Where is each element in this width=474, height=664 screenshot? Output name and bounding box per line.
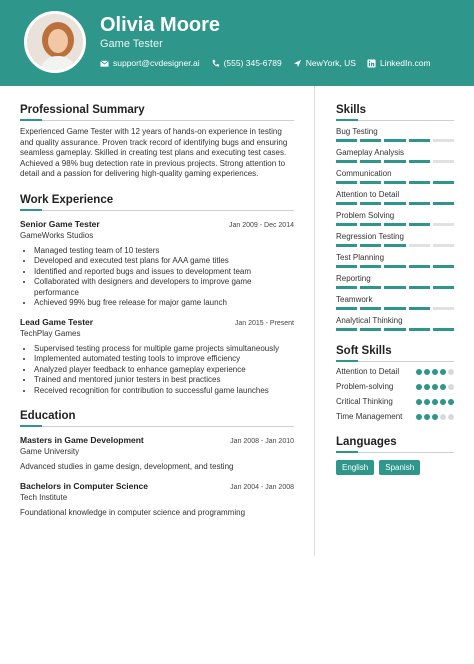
skill-level-bar bbox=[336, 160, 454, 163]
skill-name: Problem Solving bbox=[336, 211, 395, 220]
skill-level-segment bbox=[384, 265, 405, 268]
contact-email[interactable] bbox=[100, 58, 200, 68]
soft-skill-name: Attention to Detail bbox=[336, 367, 400, 376]
job-date: Jan 2009 - Dec 2014 bbox=[229, 221, 294, 229]
summary-text: Experienced Game Tester with 12 years of hands-on experience in testing and quality assurance. Proven track record of identifying bugs and ensuring seamless gameplay. Skilled in creating test plans and executing test cases. Achieved a 98% bug detection rate in previous projects. Strong attention to detail and a passion for delivering high-quality gaming experiences. bbox=[20, 127, 288, 178]
skill-level-segment bbox=[409, 328, 430, 331]
skill-item bbox=[336, 148, 454, 163]
skill-name: Bug Testing bbox=[336, 127, 378, 136]
list-item: • Identified and reported bugs and issues to development team bbox=[34, 267, 294, 278]
list-item: • Supervised testing process for multiple game projects simultaneously bbox=[34, 344, 294, 355]
rating-dot bbox=[416, 369, 422, 375]
list-item: • Achieved 99% bug free release for major game launch bbox=[34, 298, 294, 309]
skill-level-segment bbox=[433, 223, 454, 226]
education-desc: Advanced studies in game design, development, and testing bbox=[20, 462, 234, 471]
job-bullets bbox=[20, 344, 294, 397]
skill-item bbox=[336, 190, 454, 205]
education-heading: Education bbox=[20, 410, 294, 427]
language-badge: English bbox=[336, 460, 374, 475]
languages-section bbox=[336, 436, 454, 475]
rating-dot bbox=[440, 399, 446, 405]
education-date: Jan 2008 - Jan 2010 bbox=[230, 438, 294, 445]
soft-skills-heading: Soft Skills bbox=[336, 345, 454, 362]
language-badge: Spanish bbox=[379, 460, 420, 475]
contact-location bbox=[293, 58, 356, 68]
sidebar-column bbox=[336, 104, 454, 475]
contact-location-text: NewYork, US bbox=[305, 58, 356, 68]
skill-level-segment bbox=[336, 223, 357, 226]
skills-list bbox=[336, 127, 454, 331]
job-title-text: Lead Game Tester bbox=[20, 316, 94, 327]
skill-level-bar bbox=[336, 328, 454, 331]
rating-dot bbox=[448, 384, 454, 390]
profile-photo bbox=[24, 11, 86, 73]
skill-level-segment bbox=[336, 244, 357, 247]
job-company: GameWorks Studios bbox=[20, 230, 94, 240]
soft-skill-rating bbox=[416, 399, 454, 405]
soft-skill-rating bbox=[416, 369, 454, 375]
skill-name: Gameplay Analysis bbox=[336, 148, 405, 157]
experience-heading: Work Experience bbox=[20, 194, 294, 211]
degree-title: Bachelors in Computer Science bbox=[20, 480, 149, 491]
skill-level-segment bbox=[336, 328, 357, 331]
skill-level-segment bbox=[360, 139, 381, 142]
language-list bbox=[336, 460, 454, 475]
list-item: • Managed testing team of 10 testers bbox=[34, 246, 294, 257]
school-name: Tech Institute bbox=[20, 492, 68, 502]
rating-dot bbox=[432, 369, 438, 375]
skill-level-segment bbox=[336, 286, 357, 289]
phone-icon bbox=[211, 59, 220, 68]
resume-header bbox=[0, 0, 474, 86]
skill-name: Reporting bbox=[336, 274, 371, 283]
skill-level-segment bbox=[409, 307, 430, 310]
skill-level-segment bbox=[384, 307, 405, 310]
skill-item bbox=[336, 232, 454, 247]
skill-level-segment bbox=[360, 328, 381, 331]
skill-item bbox=[336, 253, 454, 268]
skill-level-segment bbox=[433, 286, 454, 289]
rating-dot bbox=[448, 399, 454, 405]
skill-name: Analytical Thinking bbox=[336, 316, 403, 325]
languages-heading: Languages bbox=[336, 436, 454, 453]
skill-level-segment bbox=[384, 286, 405, 289]
skill-level-segment bbox=[360, 181, 381, 184]
skill-name: Attention to Detail bbox=[336, 190, 400, 199]
soft-skills-list bbox=[336, 367, 454, 422]
rating-dot bbox=[432, 414, 438, 420]
skill-level-segment bbox=[336, 160, 357, 163]
skill-item bbox=[336, 274, 454, 289]
skills-section bbox=[336, 104, 454, 331]
job-title-text: Senior Game Tester bbox=[20, 218, 100, 229]
education-date: Jan 2004 - Jan 2008 bbox=[230, 483, 294, 491]
skill-level-bar bbox=[336, 244, 454, 247]
list-item: • Analyzed player feedback to enhance gameplay experience bbox=[34, 365, 294, 376]
skill-level-segment bbox=[409, 286, 430, 289]
contact-email-text: support@cvdesigner.ai bbox=[113, 58, 200, 68]
skill-level-segment bbox=[409, 244, 430, 247]
skill-level-segment bbox=[409, 223, 430, 226]
skill-level-segment bbox=[360, 265, 381, 268]
skill-level-segment bbox=[433, 265, 454, 268]
list-item: • Collaborated with designers and developers to improve game performance bbox=[34, 277, 294, 298]
degree-title: Masters in Game Development bbox=[20, 435, 144, 445]
rating-dot bbox=[440, 369, 446, 375]
skill-level-segment bbox=[384, 181, 405, 184]
rating-dot bbox=[440, 414, 446, 420]
skill-level-bar bbox=[336, 139, 454, 142]
skill-level-segment bbox=[409, 181, 430, 184]
contact-linkedin[interactable] bbox=[367, 58, 431, 68]
skill-level-segment bbox=[360, 160, 381, 163]
skill-level-segment bbox=[433, 160, 454, 163]
soft-skill-item bbox=[336, 367, 454, 377]
rating-dot bbox=[416, 399, 422, 405]
job-bullets bbox=[20, 246, 294, 309]
skill-level-segment bbox=[360, 202, 381, 205]
contact-phone[interactable] bbox=[211, 58, 282, 68]
skill-level-segment bbox=[360, 244, 381, 247]
job-title: Game Tester bbox=[100, 38, 163, 50]
skill-level-segment bbox=[384, 244, 405, 247]
skill-level-segment bbox=[336, 265, 357, 268]
skill-level-segment bbox=[409, 202, 430, 205]
skill-level-segment bbox=[433, 202, 454, 205]
rating-dot bbox=[448, 369, 454, 375]
skill-item bbox=[336, 169, 454, 184]
column-divider bbox=[314, 86, 315, 556]
education-entry bbox=[20, 481, 294, 519]
skill-level-segment bbox=[384, 328, 405, 331]
list-item: • Developed and executed test plans for AAA game titles bbox=[34, 256, 294, 267]
rating-dot bbox=[424, 369, 430, 375]
soft-skill-rating bbox=[416, 384, 454, 390]
skill-level-segment bbox=[409, 160, 430, 163]
skill-name: Regression Testing bbox=[336, 232, 404, 241]
skill-name: Communication bbox=[336, 169, 392, 178]
soft-skills-section bbox=[336, 345, 454, 422]
soft-skill-name: Time Management bbox=[336, 412, 403, 421]
rating-dot bbox=[424, 414, 430, 420]
rating-dot bbox=[432, 399, 438, 405]
list-item: • Trained and mentored junior testers in best practices bbox=[34, 375, 294, 386]
skill-level-segment bbox=[384, 223, 405, 226]
job-date: Jan 2015 - Present bbox=[234, 319, 294, 327]
soft-skill-item bbox=[336, 397, 454, 407]
skill-level-segment bbox=[384, 160, 405, 163]
rating-dot bbox=[416, 414, 422, 420]
skill-item bbox=[336, 211, 454, 226]
rating-dot bbox=[424, 399, 430, 405]
job-entry bbox=[20, 317, 294, 397]
summary-section bbox=[20, 104, 294, 180]
skill-name: Teamwork bbox=[336, 295, 373, 304]
main-column bbox=[20, 104, 294, 518]
soft-skill-name: Critical Thinking bbox=[336, 397, 393, 406]
skill-level-segment bbox=[433, 307, 454, 310]
contact-phone-text: (555) 345-6789 bbox=[223, 58, 282, 68]
job-company: TechPlay Games bbox=[20, 328, 81, 338]
rating-dot bbox=[416, 384, 422, 390]
skill-level-bar bbox=[336, 181, 454, 184]
skill-level-segment bbox=[360, 286, 381, 289]
skill-level-segment bbox=[433, 328, 454, 331]
skill-level-segment bbox=[409, 265, 430, 268]
skill-level-segment bbox=[336, 181, 357, 184]
rating-dot bbox=[424, 384, 430, 390]
skill-item bbox=[336, 295, 454, 310]
soft-skill-name: Problem-solving bbox=[336, 382, 394, 391]
education-entry bbox=[20, 435, 294, 473]
skill-level-bar bbox=[336, 286, 454, 289]
rating-dot bbox=[440, 384, 446, 390]
soft-skill-item bbox=[336, 412, 454, 422]
rating-dot bbox=[432, 384, 438, 390]
skill-level-segment bbox=[409, 139, 430, 142]
skill-item bbox=[336, 127, 454, 142]
skill-level-segment bbox=[433, 244, 454, 247]
skill-level-bar bbox=[336, 265, 454, 268]
skill-level-segment bbox=[384, 202, 405, 205]
skill-level-segment bbox=[336, 202, 357, 205]
summary-heading: Professional Summary bbox=[20, 104, 294, 121]
skill-level-segment bbox=[336, 139, 357, 142]
experience-section bbox=[20, 194, 294, 397]
skill-level-segment bbox=[360, 223, 381, 226]
education-desc: Foundational knowledge in computer science and programming bbox=[20, 507, 246, 517]
skill-level-segment bbox=[384, 139, 405, 142]
skill-level-segment bbox=[433, 181, 454, 184]
list-item: • Received recognition for contribution to successful game launches bbox=[34, 386, 294, 397]
skill-item bbox=[336, 316, 454, 331]
location-icon bbox=[293, 59, 302, 68]
linkedin-icon bbox=[367, 59, 376, 68]
soft-skill-rating bbox=[416, 414, 454, 420]
skill-level-segment bbox=[360, 307, 381, 310]
skills-heading: Skills bbox=[336, 104, 454, 121]
contact-linkedin-text: LinkedIn.com bbox=[379, 58, 431, 68]
contact-list bbox=[100, 58, 431, 68]
skill-level-bar bbox=[336, 202, 454, 205]
rating-dot bbox=[448, 414, 454, 420]
skill-level-bar bbox=[336, 223, 454, 226]
skill-level-bar bbox=[336, 307, 454, 310]
soft-skill-item bbox=[336, 382, 454, 392]
school-name: Game University bbox=[20, 447, 80, 456]
job-entry bbox=[20, 219, 294, 309]
skill-level-segment bbox=[336, 307, 357, 310]
list-item: • Implemented automated testing tools to improve efficiency bbox=[34, 354, 294, 365]
education-section bbox=[20, 410, 294, 518]
skill-name: Test Planning bbox=[336, 253, 385, 262]
email-icon bbox=[100, 59, 109, 68]
skill-level-segment bbox=[433, 139, 454, 142]
candidate-name: Olivia Moore bbox=[100, 14, 221, 36]
